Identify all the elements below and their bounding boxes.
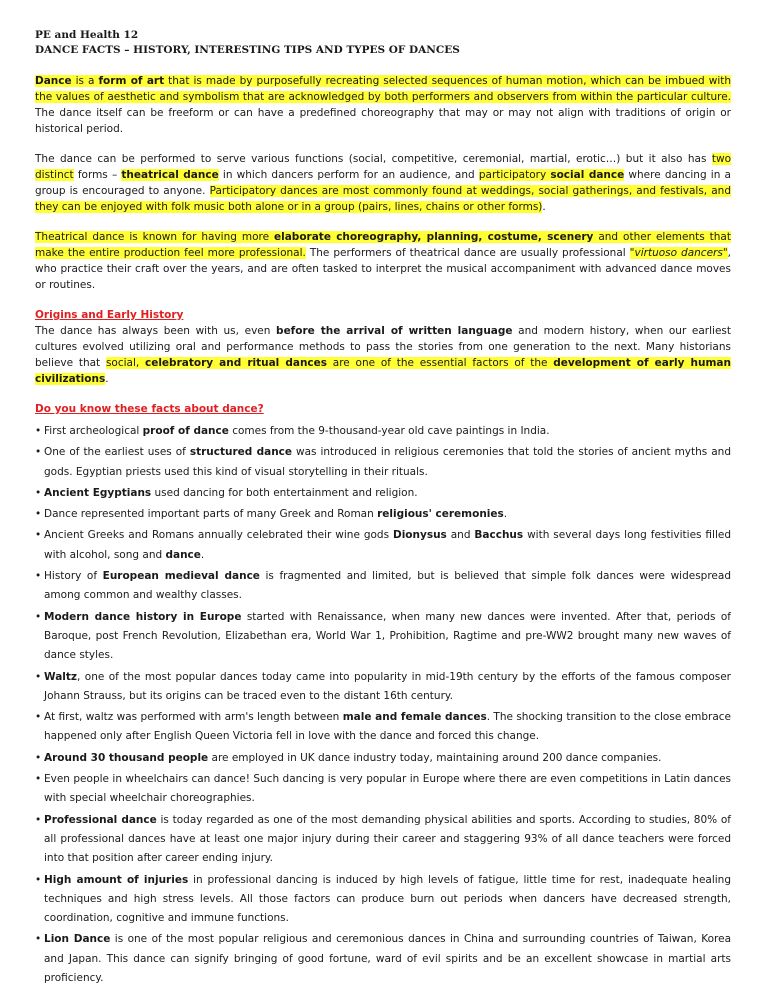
text-run: and other elements that make the entire production feel more professional.	[35, 231, 731, 259]
list-item	[35, 770, 731, 809]
list-item	[35, 708, 731, 747]
text-run: The dance has always been with us, even	[35, 325, 277, 337]
text-run: One of the earliest uses of	[44, 446, 190, 459]
text-run: started with Renaissance, when many new dances were invented. After that, periods of Baroque, post French Revolution, Elizabethan era, World War 1, Prohibition, Ragtime and pre-WW2 brought many new waves of dance styles.	[44, 610, 731, 662]
list-item	[35, 871, 731, 929]
text-run: Theatrical dance is known for having more	[35, 231, 274, 243]
bullet-icon: •	[35, 570, 42, 583]
text-run: development of early human civilizations	[35, 357, 731, 385]
origins-paragraph	[35, 323, 731, 387]
text-run: is one of the most popular religious and ceremonious dances in China and surrounding countries of Taiwan, Korea and Japan. This dance can signify bringing of good fortune, ward of evil spirits and be an excellent showcase in martial arts proficiency.	[44, 933, 731, 985]
text-run: used dancing for both entertainment and religion.	[151, 486, 418, 499]
bullet-icon: •	[35, 873, 42, 886]
intro-paragraph-3	[35, 229, 731, 293]
text-run: are one of the essential factors of the	[327, 357, 554, 369]
bullet-icon: •	[35, 933, 42, 946]
text-run: social,	[105, 357, 145, 369]
text-run: Participatory dances are most commonly found at weddings, social gatherings, and festivals, and they can be enjoyed with folk music both alone or in a group (pairs, lines, chains or other forms)	[35, 185, 731, 213]
text-run: was introduced in religious ceremonies that told the stories of ancient myths and gods. Egyptian priests used this kind of visual storytelling in their rituals.	[44, 446, 731, 478]
list-item	[35, 749, 731, 768]
facts-list	[35, 422, 731, 988]
text-run: social dance	[550, 169, 625, 181]
text-run: is today regarded as one of the most demanding physical abilities and sports. According to studies, 80% of all professional dances have at least one major injury during their career and staggering 93% of all dance teachers were forced into that position after career ending injury.	[44, 813, 732, 865]
text-run: where dancing in a group is encouraged to anyone.	[35, 169, 731, 197]
bullet-icon: •	[35, 486, 42, 499]
text-run: with several days long festivities filled with alcohol, song and	[44, 529, 731, 561]
text-run: Waltz	[44, 670, 78, 683]
text-run: Bacchus	[474, 529, 524, 542]
text-run: Modern dance history in Europe	[44, 610, 242, 623]
text-run: comes from the 9-thousand-year old cave paintings in India.	[228, 425, 550, 437]
course-title: PE and Health 12	[35, 29, 139, 41]
text-run: are employed in UK dance industry today, maintaining around 200 dance companies.	[208, 751, 662, 764]
bullet-icon: •	[35, 670, 42, 683]
text-run: The performers of theatrical dance are usually professional	[305, 247, 630, 259]
text-run: .	[542, 201, 546, 213]
text-run: proof of dance	[142, 425, 229, 437]
text-run: Dionysus	[392, 529, 447, 542]
text-run: that is made by purposefully recreating selected sequences of human motion, which can be imbued with the values of aesthetic and symbolism that are acknowledged by both performers and observers from within the particular culture.	[35, 75, 732, 103]
text-run: First archeological	[44, 425, 143, 437]
text-run: Around 30 thousand people	[44, 751, 209, 764]
list-item	[35, 484, 731, 503]
text-run: is a	[71, 75, 99, 87]
text-run: elaborate choreography, planning, costume, scenery	[274, 231, 594, 243]
document-title: DANCE FACTS – HISTORY, INTERESTING TIPS AND TYPES OF DANCES	[35, 44, 460, 56]
document-page	[35, 28, 731, 990]
text-run: forms –	[73, 169, 122, 181]
text-run: The dance can be performed to serve various functions (social, competitive, ceremonial, martial, erotic…) but it also has	[35, 153, 712, 165]
list-item	[35, 422, 731, 441]
intro-paragraph-1	[35, 73, 731, 137]
text-run: Even people in wheelchairs can dance! Such dancing is very popular in Europe where there are even competitions in Latin dances with special wheelchair choreographies.	[44, 773, 731, 805]
facts-heading: Do you know these facts about dance?	[35, 403, 264, 415]
text-run: dance	[165, 548, 201, 561]
bullet-icon: •	[35, 446, 42, 459]
list-item	[35, 930, 731, 988]
text-run: and	[446, 529, 475, 542]
text-run: The dance itself can be freeform or can have a predefined choreography that may or may not align with traditions of origin or historical period.	[35, 107, 731, 135]
text-run: celebratory and ritual dances	[144, 357, 328, 369]
text-run: Lion Dance	[44, 933, 111, 946]
list-item	[35, 505, 731, 524]
text-run: .	[200, 548, 205, 561]
list-item	[35, 811, 731, 869]
origins-heading: Origins and Early History	[35, 309, 184, 321]
text-run: , one of the most popular dances today came into popularity in mid-19th century by the efforts of the famous composer Johann Strauss, but its origins can be traced even to the distant 16th century.	[44, 670, 731, 702]
text-run: before the arrival of written language	[276, 325, 513, 337]
text-run: male and female dances	[342, 711, 487, 724]
text-run: At first, waltz was performed with arm's length between	[44, 711, 343, 724]
intro-paragraph-2	[35, 151, 731, 215]
list-item	[35, 608, 731, 666]
text-run: Ancient Greeks and Romans annually celebrated their wine gods	[44, 529, 393, 542]
text-run: .	[105, 373, 109, 385]
text-run: History of	[44, 570, 103, 583]
bullet-icon: •	[35, 425, 42, 437]
text-run: High amount of injuries	[44, 873, 189, 886]
text-run: two distinct	[35, 153, 731, 181]
bullet-icon: •	[35, 610, 42, 623]
text-run: Dance represented important parts of many Greek and Roman	[44, 508, 378, 521]
text-run: Professional dance	[44, 813, 157, 826]
text-run: Dance	[35, 75, 72, 87]
text-run: European medieval dance	[102, 570, 260, 583]
bullet-icon: •	[35, 711, 42, 724]
bullet-icon: •	[35, 508, 42, 521]
list-item	[35, 526, 731, 565]
bullet-icon: •	[35, 529, 42, 542]
text-run: "virtuoso dancers"	[629, 247, 728, 259]
text-run: form of art	[98, 75, 165, 87]
text-run: in which dancers perform for an audience, and	[218, 169, 479, 181]
list-item	[35, 443, 731, 482]
bullet-icon: •	[35, 773, 42, 786]
text-run: in professional dancing is induced by high levels of fatigue, little time for rest, inadequate healing techniques and high stress levels. All those factors can produce burn out periods when dancers have decreased strength, coordination, cognitive and immune functions.	[44, 873, 731, 925]
text-run: is fragmented and limited, but is believed that simple folk dances were widespread among common and wealthy classes.	[44, 570, 731, 602]
text-run: participatory	[478, 169, 551, 181]
text-run: . The shocking transition to the close embrace happened only after English Queen Victoria fell in love with the dance and forced this change.	[44, 711, 731, 743]
text-run: , who practice their craft over the years, and are often tasked to interpret the musical accompaniment with advanced dance moves or routines.	[35, 247, 731, 291]
text-run: theatrical dance	[121, 169, 219, 181]
bullet-icon: •	[35, 813, 42, 826]
bullet-icon: •	[35, 751, 42, 764]
list-item	[35, 668, 731, 707]
text-run: Ancient Egyptians	[44, 486, 152, 499]
text-run: and modern history, when our earliest cultures evolved utilizing oral and performance methods to pass the stories from one generation to the next. Many historians believe that	[35, 325, 731, 369]
text-run: structured dance	[189, 446, 293, 459]
text-run: .	[503, 508, 508, 521]
list-item	[35, 567, 731, 606]
text-run: religious' ceremonies	[377, 508, 504, 521]
